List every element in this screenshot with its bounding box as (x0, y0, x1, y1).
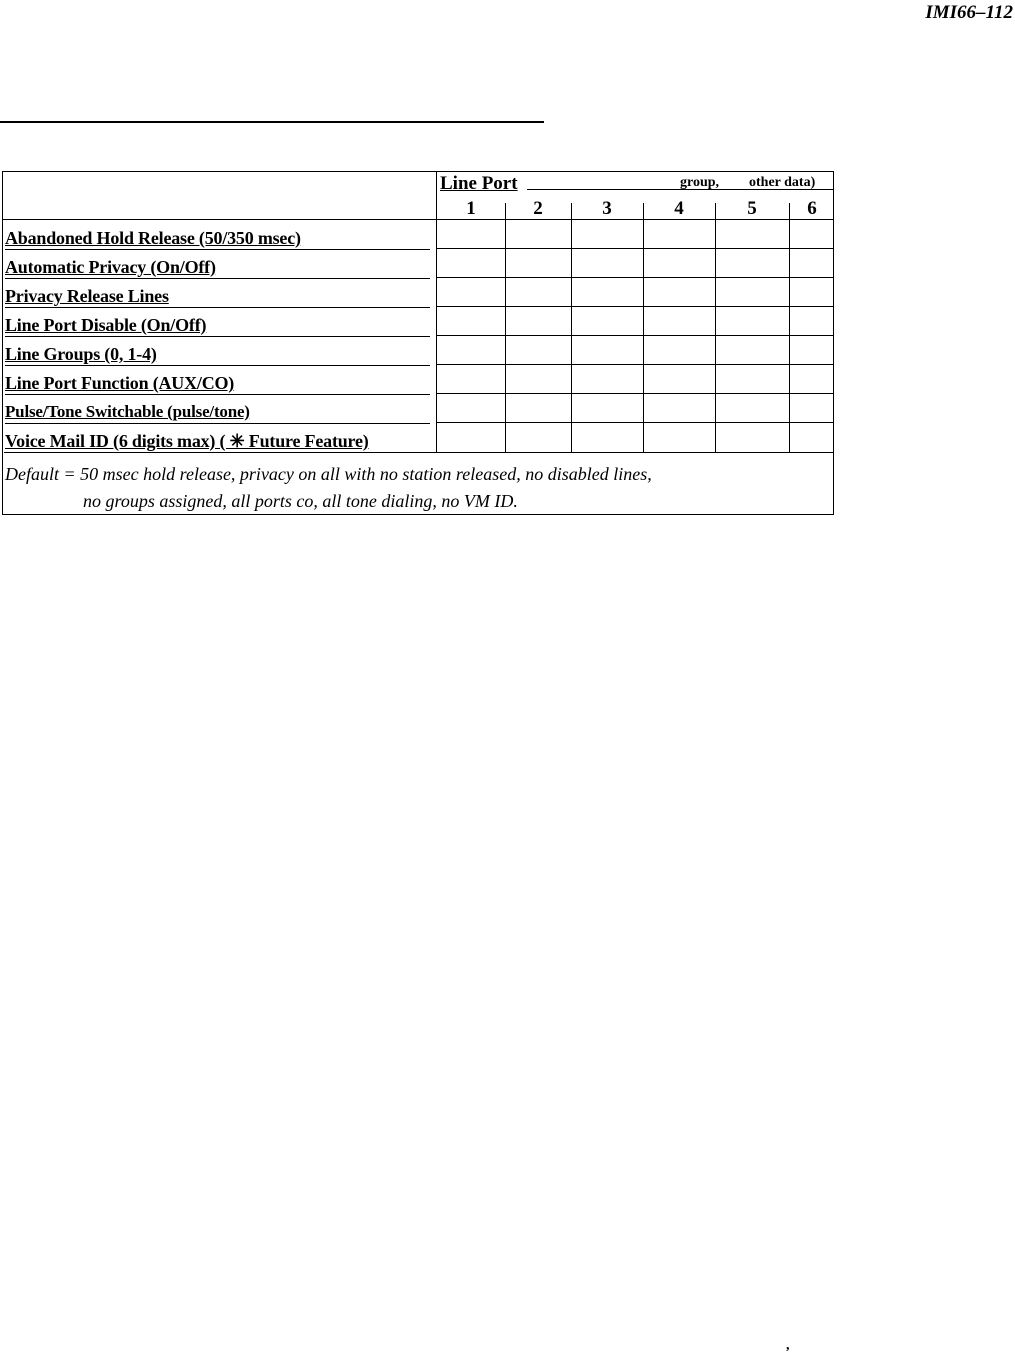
default-note-line-1: Default = 50 msec hold release, privacy on all with no station released, no disabled lines, (5, 464, 652, 484)
column-divider (643, 203, 644, 453)
column-header-5: 5 (747, 198, 757, 219)
row-label-line-port-function: Line Port Function (AUX/CO) (5, 372, 430, 395)
row-divider (437, 248, 834, 249)
row-divider (437, 335, 834, 336)
row-label-privacy-release-lines: Privacy Release Lines (5, 285, 430, 308)
line-port-note-group: group, (680, 175, 720, 190)
header-divider (3, 219, 436, 220)
header-rule (0, 121, 544, 123)
column-header-4: 4 (674, 198, 684, 219)
row-label-abandoned-hold-release: Abandoned Hold Release (50/350 msec) (5, 227, 430, 250)
row-divider (437, 277, 834, 278)
document-id: IMI66–112 (925, 2, 1013, 23)
row-divider (437, 219, 834, 220)
column-header-1: 1 (466, 198, 476, 219)
default-divider (4, 452, 834, 453)
row-divider (437, 306, 834, 307)
row-label-voice-mail-id: Voice Mail ID (6 digits max) ( ✳ Future Feature) (5, 431, 369, 451)
line-port-grid (436, 172, 834, 453)
column-divider (789, 203, 790, 453)
row-divider (437, 364, 834, 365)
row-label-pulse-tone-switchable: Pulse/Tone Switchable (pulse/tone) (5, 401, 430, 424)
default-note-line-2: no groups assigned, all ports co, all tone dialing, no VM ID. (83, 491, 518, 511)
line-port-note-other: other data) (749, 175, 816, 190)
default-settings-note (5, 461, 652, 515)
row-label-automatic-privacy: Automatic Privacy (On/Off) (5, 256, 430, 279)
column-divider (715, 203, 716, 453)
row-label-line-groups: Line Groups (0, 1-4) (5, 343, 430, 366)
column-header-3: 3 (602, 198, 612, 219)
row-divider (437, 422, 834, 423)
column-divider (505, 203, 506, 453)
column-divider (571, 203, 572, 453)
row-label-line-port-disable: Line Port Disable (On/Off) (5, 314, 430, 337)
row-divider (437, 393, 834, 394)
line-port-title: Line Port (440, 173, 518, 194)
line-port-form (2, 171, 834, 515)
column-header-6: 6 (807, 198, 817, 219)
column-header-2: 2 (533, 198, 543, 219)
stray-mark: , (786, 1338, 790, 1353)
